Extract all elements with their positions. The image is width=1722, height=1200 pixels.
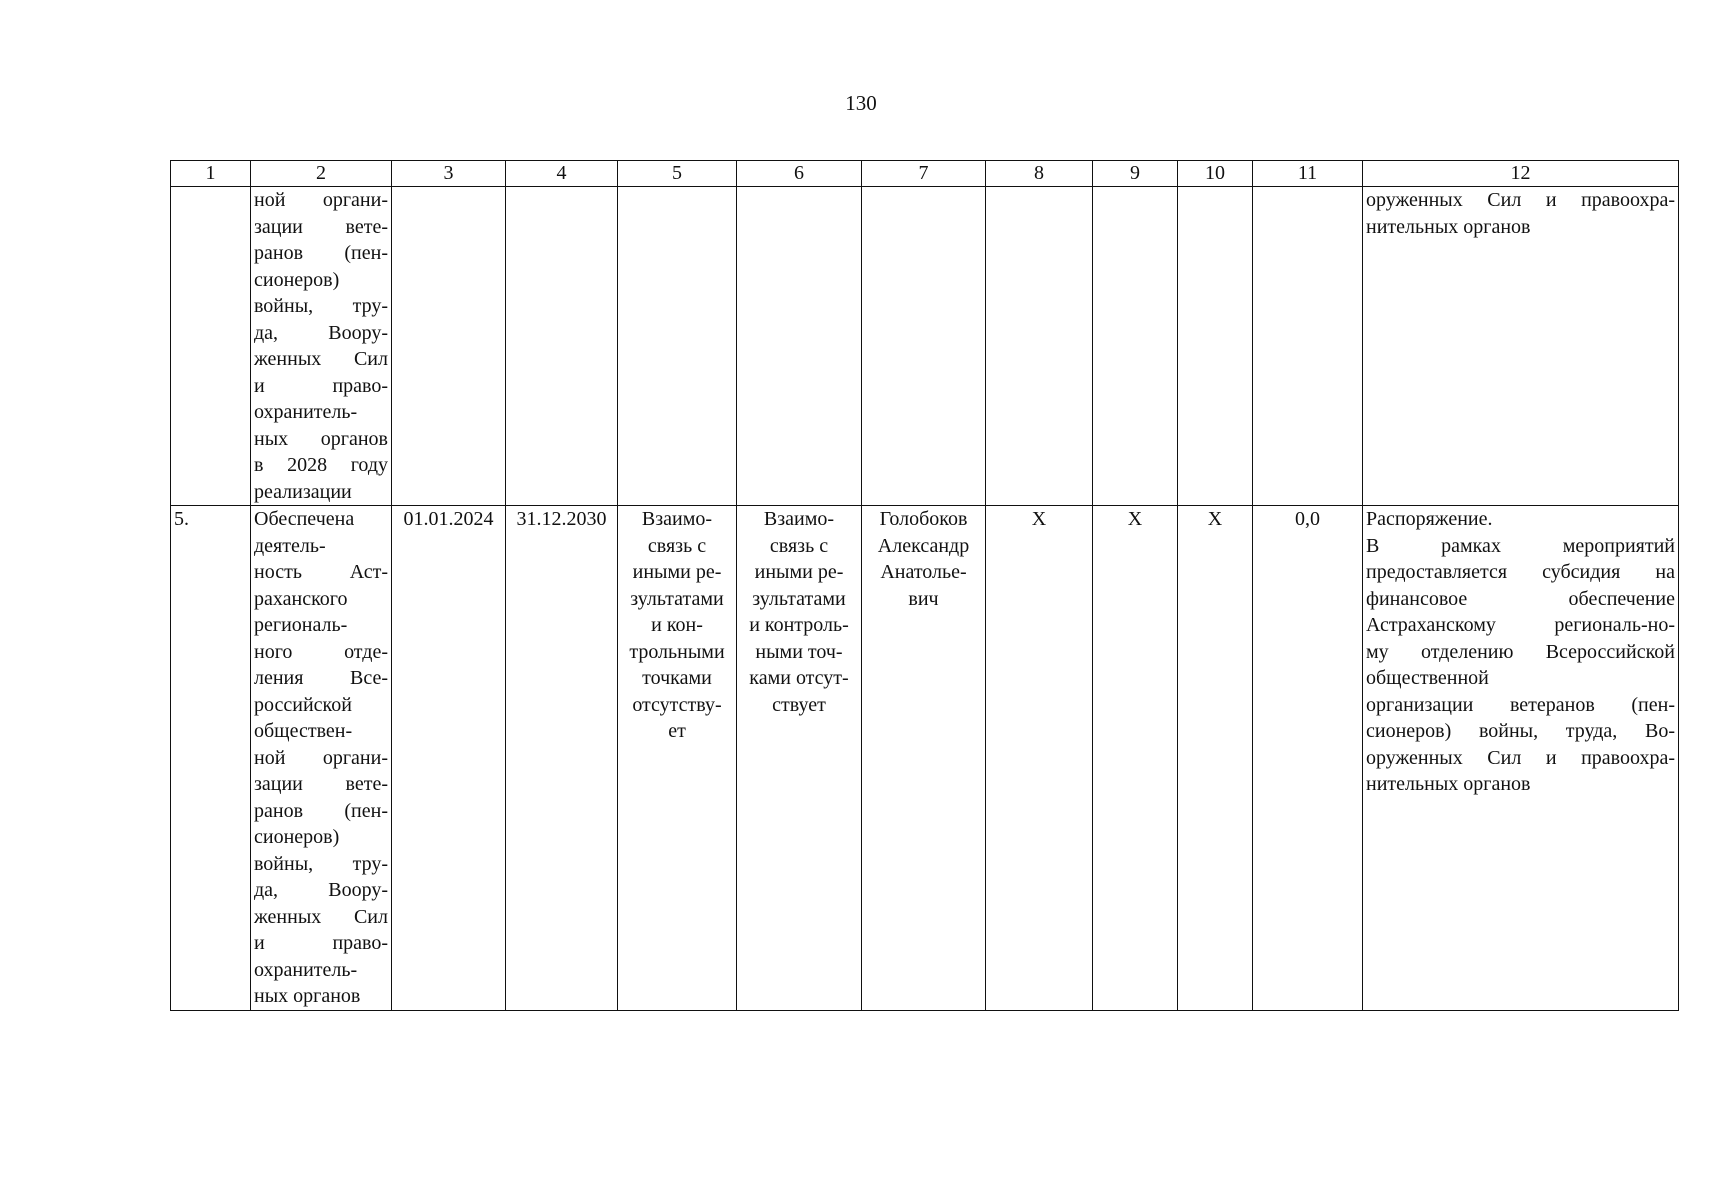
cell-responsible: [862, 187, 986, 506]
table-row-5: [171, 506, 1679, 1011]
text-line: ность Аст-: [254, 561, 388, 583]
text-line: предоставляется субсидия на: [1366, 561, 1675, 583]
text-line: деятель-: [254, 534, 326, 557]
cell-col11: [1253, 187, 1363, 506]
text-line: реализации: [254, 480, 352, 503]
text-line: ных органов: [254, 427, 388, 450]
cell-description: [1363, 506, 1679, 1011]
text-line: ных органов: [254, 985, 361, 1007]
table-row-continued: [171, 187, 1679, 506]
line-list: [254, 187, 388, 505]
line-list: [1366, 187, 1675, 240]
column-number-row: [171, 161, 1679, 187]
cell-description: [1363, 187, 1679, 506]
text-line: Голобоков: [879, 508, 968, 530]
text-line: Анатолье-: [880, 561, 967, 583]
text-line: и право-: [254, 374, 388, 397]
text-line: точками: [642, 667, 712, 689]
text-line: женных Сил: [254, 905, 388, 928]
text-line: связь с: [769, 534, 829, 557]
cell-responsible: [862, 506, 986, 1011]
line-list: [1366, 506, 1675, 798]
column-header: 4: [506, 161, 618, 187]
line-list: [740, 506, 858, 718]
text-line: ной органи-: [254, 189, 388, 211]
text-line: войны, тру-: [254, 295, 388, 317]
cell-start-date: [392, 187, 506, 506]
text-line: сионеров): [254, 268, 340, 291]
cell-start-date: 01.01.2024: [392, 506, 506, 1011]
text-line: В рамках мероприятий: [1366, 534, 1675, 557]
text-line: Александр: [877, 534, 970, 557]
cell-col8: X: [986, 506, 1093, 1011]
cell-number: [171, 187, 251, 506]
text-line: ными точ-: [755, 640, 843, 663]
text-line: в 2028 году: [254, 454, 388, 476]
text-line: региональ-: [254, 614, 348, 636]
text-line: и право-: [254, 932, 388, 954]
cell-col11: 0,0: [1253, 506, 1363, 1011]
text-line: зультатами: [752, 587, 846, 610]
text-line: охранитель-: [254, 958, 358, 981]
text-line: зультатами: [630, 587, 724, 610]
line-list: [865, 506, 982, 612]
cell-col10: X: [1178, 506, 1253, 1011]
text-line: ного отде-: [254, 640, 388, 663]
line-list: [621, 506, 733, 745]
column-header: 8: [986, 161, 1093, 187]
text-line: зации вете-: [254, 215, 388, 238]
text-line: Распоряжение.: [1366, 508, 1493, 530]
text-line: охранитель-: [254, 401, 358, 423]
cell-col9: [1093, 187, 1178, 506]
text-line: ками отсут-: [749, 667, 849, 689]
column-header: 6: [737, 161, 862, 187]
text-line: женных Сил: [254, 348, 388, 370]
cell-col9: X: [1093, 506, 1178, 1011]
cell-links-2: [737, 187, 862, 506]
text-line: ствует: [772, 693, 826, 716]
cell-end-date: 31.12.2030: [506, 506, 618, 1011]
text-line: оруженных Сил и правоохра-: [1366, 746, 1675, 769]
text-line: сионеров) войны, труда, Во-: [1366, 720, 1675, 742]
text-line: ет: [668, 720, 686, 742]
text-line: обществен-: [254, 720, 353, 742]
text-line: зации вете-: [254, 773, 388, 795]
column-header: 2: [251, 161, 392, 187]
text-line: Астраханскому региональ-но-: [1366, 614, 1675, 636]
column-header: 5: [618, 161, 737, 187]
text-line: трольными: [629, 640, 725, 663]
text-line: общественной: [1366, 667, 1489, 689]
text-line: ной органи-: [254, 746, 388, 769]
column-header: 7: [862, 161, 986, 187]
line-list: [254, 506, 388, 1010]
text-line: сионеров): [254, 826, 340, 848]
text-line: нительных органов: [1366, 773, 1531, 795]
text-line: раханского: [254, 587, 348, 610]
cell-links-2: [737, 506, 862, 1011]
column-header: 3: [392, 161, 506, 187]
text-line: войны, тру-: [254, 852, 388, 875]
text-line: связь с: [647, 534, 707, 557]
column-header: 11: [1253, 161, 1363, 187]
text-line: нительных органов: [1366, 215, 1531, 238]
cell-end-date: [506, 187, 618, 506]
text-line: иными ре-: [754, 561, 844, 583]
text-line: организации ветеранов (пен-: [1366, 693, 1675, 716]
text-line: отсутству-: [632, 693, 722, 716]
text-line: да, Воору-: [254, 879, 388, 901]
column-header: 12: [1363, 161, 1679, 187]
text-line: му отделению Всероссийской: [1366, 640, 1675, 663]
text-line: Обеспечена: [254, 508, 355, 530]
text-line: да, Воору-: [254, 321, 388, 344]
text-line: российской: [254, 693, 352, 716]
text-line: финансовое обеспечение: [1366, 587, 1675, 610]
column-header: 10: [1178, 161, 1253, 187]
text-line: оруженных Сил и правоохра-: [1366, 189, 1675, 211]
cell-col8: [986, 187, 1093, 506]
text-line: Взаимо-: [763, 508, 835, 530]
text-line: вич: [908, 587, 939, 610]
cell-links: [618, 506, 737, 1011]
text-line: ранов (пен-: [254, 242, 388, 264]
cell-links: [618, 187, 737, 506]
cell-col10: [1178, 187, 1253, 506]
cell-result-name: [251, 506, 392, 1011]
text-line: Взаимо-: [641, 508, 713, 530]
cell-number: 5.: [171, 506, 251, 1011]
text-line: и кон-: [651, 614, 703, 636]
page-number: 130: [845, 91, 877, 115]
column-header: 9: [1093, 161, 1178, 187]
text-line: иными ре-: [632, 561, 722, 583]
document-table: [170, 160, 1679, 1011]
cell-result-name: [251, 187, 392, 506]
column-header: 1: [171, 161, 251, 187]
text-line: ранов (пен-: [254, 799, 388, 822]
text-line: ления Все-: [254, 667, 388, 689]
text-line: и контроль-: [749, 614, 849, 636]
